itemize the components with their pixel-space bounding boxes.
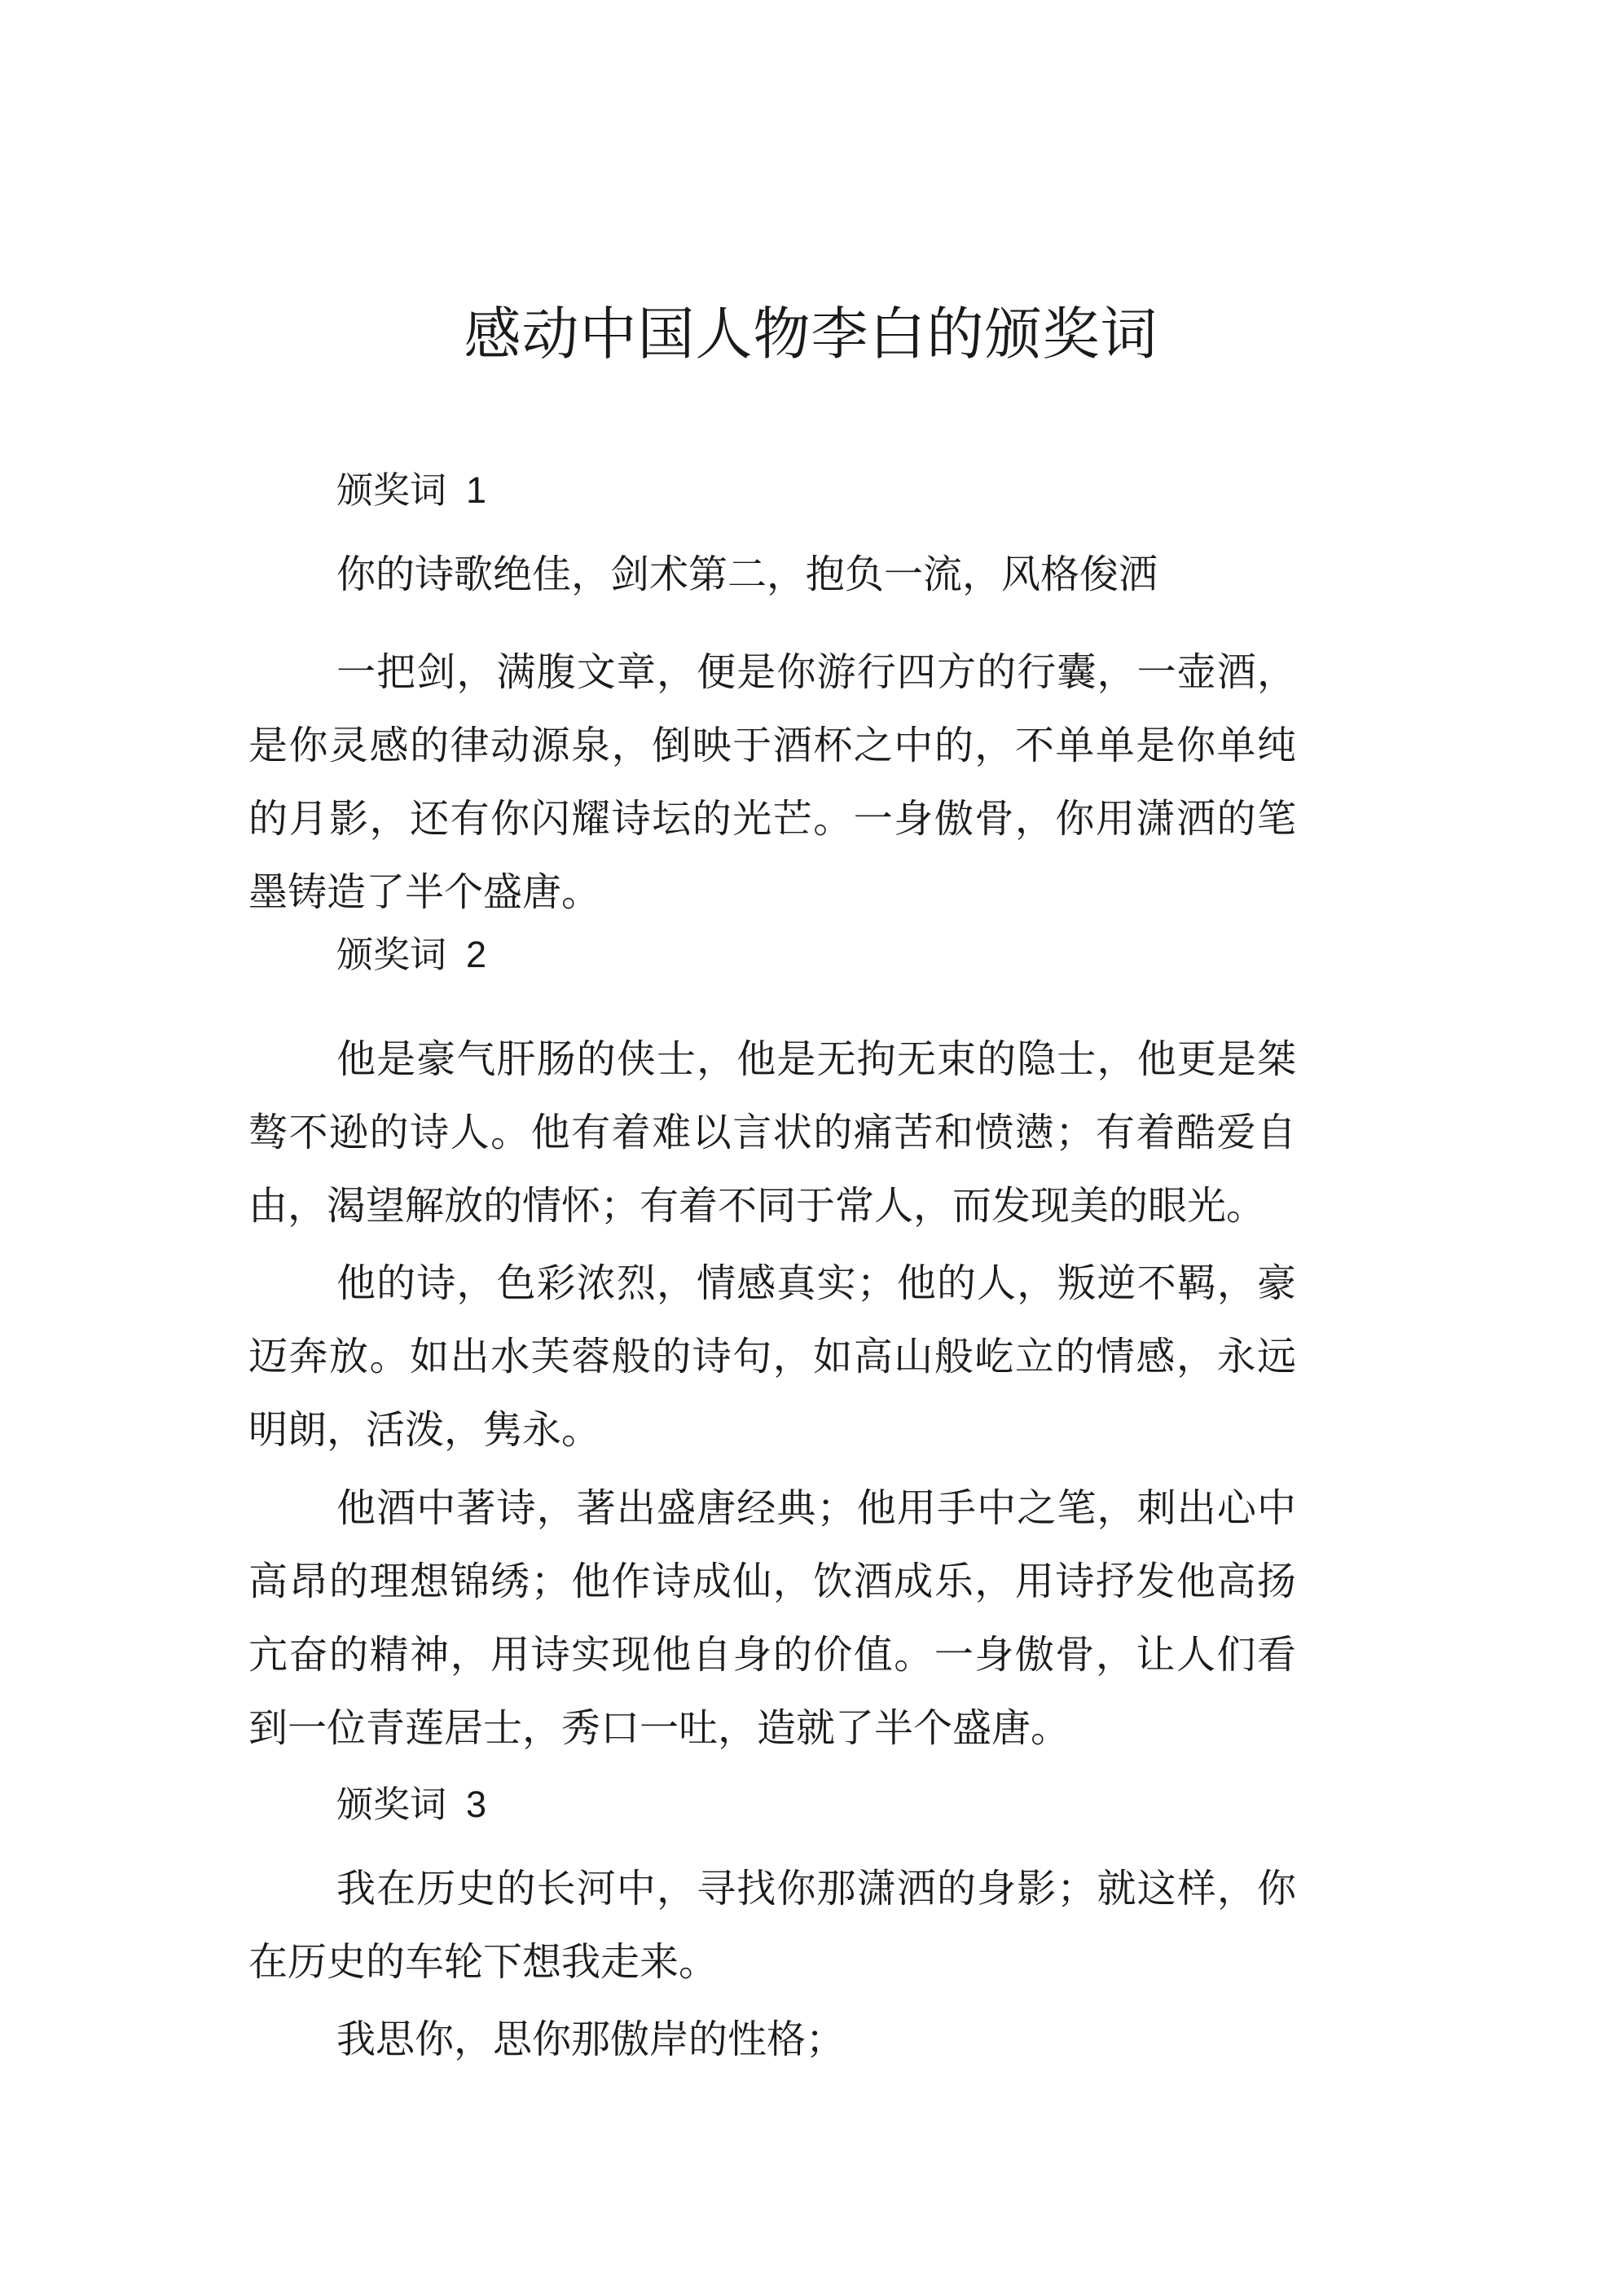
page-title: 感动中国人物李白的颁奖词 xyxy=(464,301,1158,367)
paragraph: 一把剑，满腹文章，便是你游行四方的行囊，一壶酒，是你灵感的律动源泉，倒映于酒杯之中的，不单单是你单纯的月影，还有你闪耀诗坛的光芒。一身傲骨，你用潇洒的笔墨铸造了半个盛唐。 xyxy=(248,649,1296,915)
award-heading-3 xyxy=(336,1780,486,1829)
paragraph: 他酒中著诗，著出盛唐经典；他用手中之笔，刺出心中高昂的理想锦绣；他作诗成仙，饮酒成乐，用诗抒发他高扬亢奋的精神，用诗实现他自身的价值。一身傲骨，让人们看到一位青莲居士，秀口一吐，造就了半个盛唐。 xyxy=(248,1485,1296,1751)
paragraph: 他的诗，色彩浓烈，情感真实；他的人，叛逆不羁，豪迈奔放。如出水芙蓉般的诗句，如高山般屹立的情感，永远明朗，活泼，隽永。 xyxy=(248,1260,1296,1453)
heading-label: 颁奖词 xyxy=(336,1783,447,1826)
heading-number: 2 xyxy=(466,934,487,975)
paragraph: 他是豪气肝肠的侠士，他是无拘无束的隐士，他更是桀骜不逊的诗人。他有着难以言状的痛苦和愤懑；有着酷爱自由，渴望解放的情怀；有着不同于常人，而发现美的眼光。 xyxy=(248,1036,1296,1229)
heading-label: 颁奖词 xyxy=(336,468,447,512)
paragraph: 我思你，思你那傲岸的性格； xyxy=(336,2017,846,2062)
heading-label: 颁奖词 xyxy=(336,933,447,976)
heading-number: 1 xyxy=(466,469,487,511)
paragraph: 你的诗歌绝佳，剑术第二，抱负一流，风格俊洒 xyxy=(336,552,1158,597)
paragraph: 我在历史的长河中，寻找你那潇洒的身影；就这样，你在历史的车轮下想我走来。 xyxy=(248,1866,1296,1985)
award-heading-2 xyxy=(336,930,486,979)
award-heading-1 xyxy=(336,466,486,515)
heading-number: 3 xyxy=(466,1784,487,1825)
